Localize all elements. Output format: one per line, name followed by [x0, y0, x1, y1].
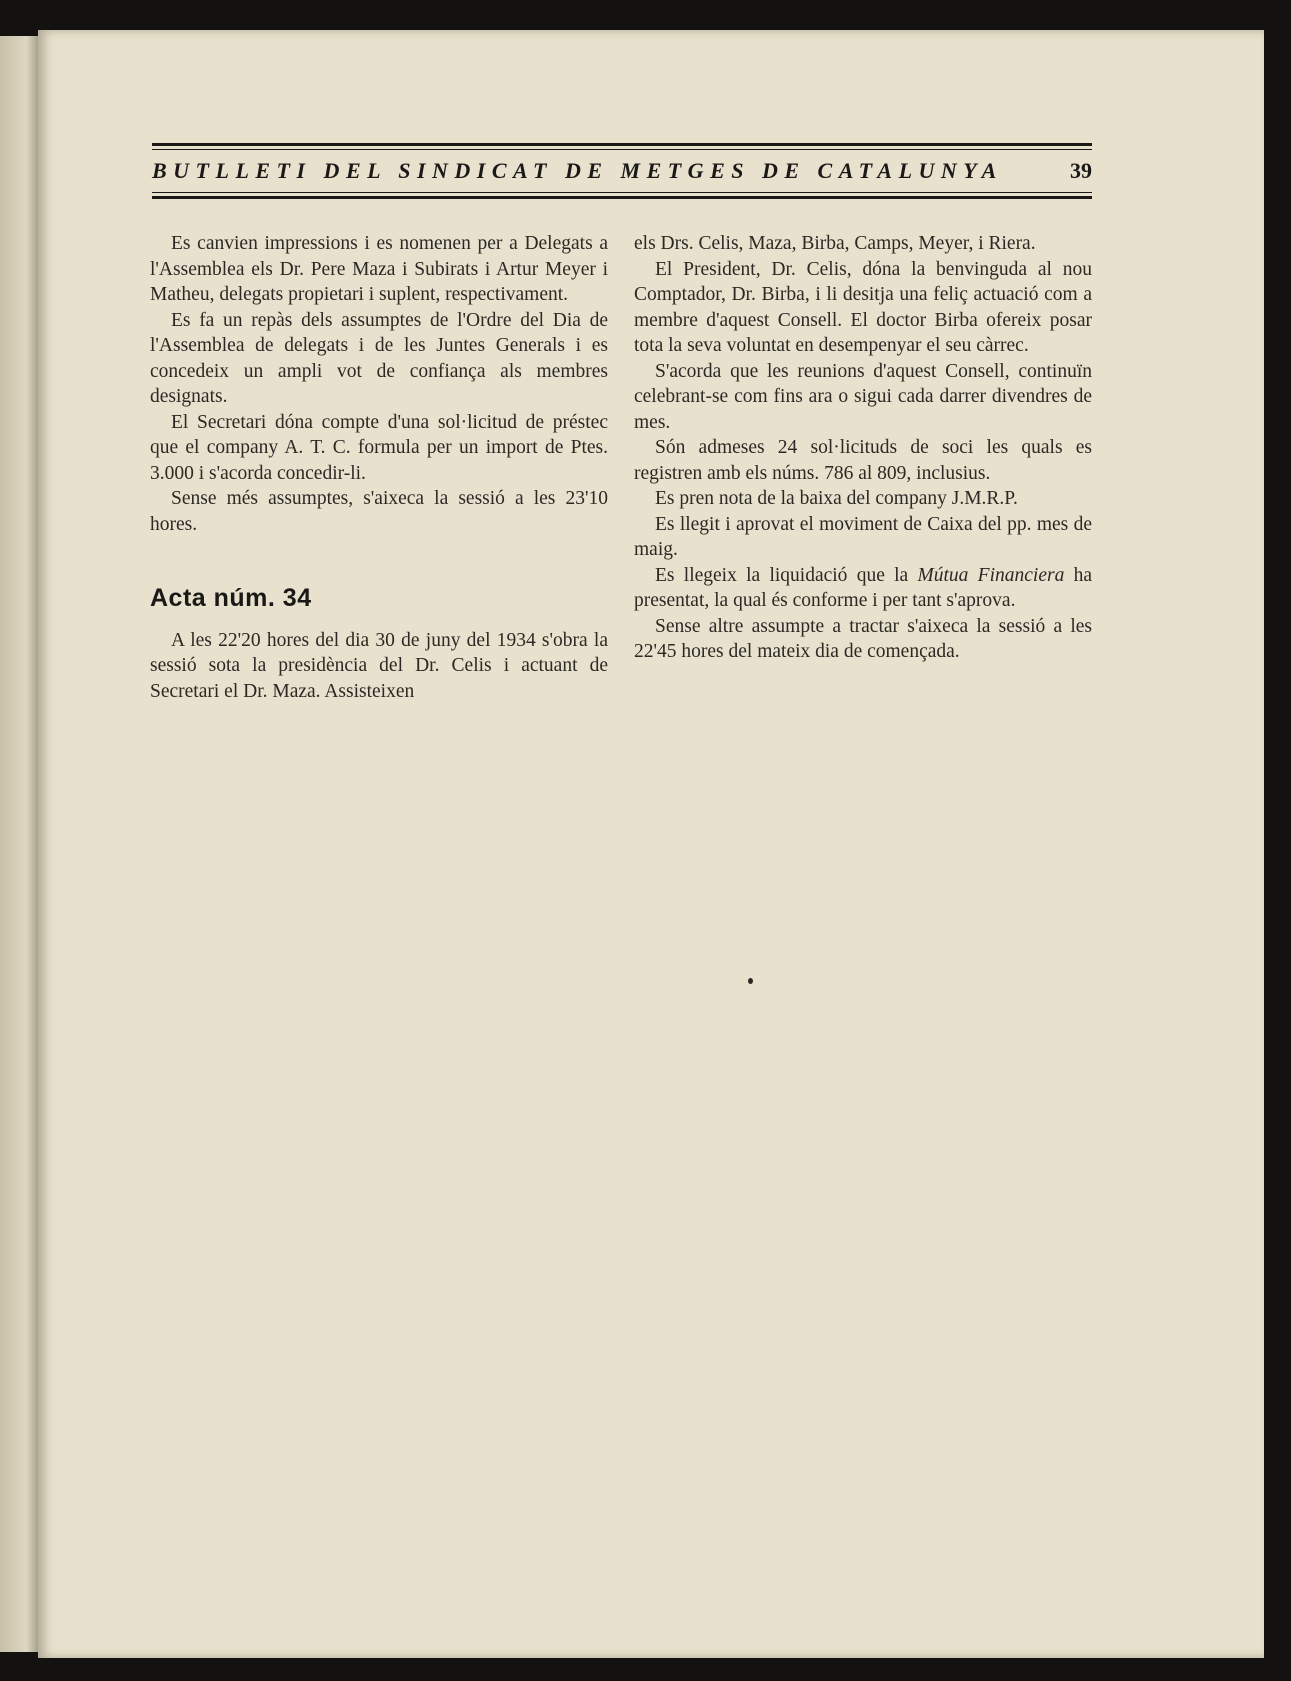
text-run: Es llegeix la liquidació que la: [655, 564, 918, 586]
paragraph: S'acorda que les reunions d'aquest Consell, continuïn celebrant-se com fins ara o sigui cada darrer divendres de mes.: [634, 360, 1092, 433]
paragraph: Són admeses 24 sol·licituds de soci les quals es registren amb els núms. 786 al 809, inclusius.: [634, 437, 1092, 484]
header-rule-top: [152, 143, 1092, 146]
left-column: [150, 231, 608, 704]
paragraph: Sense més assumptes, s'aixeca la sessió a les 23'10 hores.: [150, 488, 608, 535]
header-rule-bottom-thin: [152, 192, 1092, 193]
paragraph: El President, Dr. Celis, dóna la benvinguda al nou Comptador, Dr. Birba, i li desitja una feliç actuació com a membre d'aquest Consell. El doctor Birba ofereix posar tota la seva voluntat en desempenyar el seu càrrec.: [634, 258, 1092, 356]
right-column: [634, 231, 1092, 665]
section-heading: Acta núm. 34: [150, 584, 312, 612]
paragraph-continuation: els Drs. Celis, Maza, Birba, Camps, Meyer, i Riera.: [634, 233, 1036, 254]
paragraph: Es llegit i aprovat el moviment de Caixa del pp. mes de maig.: [634, 513, 1092, 560]
header-row: [152, 158, 1092, 186]
paragraph: El Secretari dóna compte d'una sol·licitud de préstec que el company A. T. C. formula per un import de Ptes. 3.000 i s'acorda concedir-li.: [150, 411, 608, 484]
paragraph-financiera: [634, 563, 1092, 614]
text-run: ha presentat, la qual és conforme i per tant s'aprova.: [634, 564, 1093, 611]
italic-name: Mútua Financiera: [917, 564, 1065, 586]
header-rule-top-thin: [152, 149, 1092, 150]
paragraph: A les 22'20 hores del dia 30 de juny del 1934 s'obra la sessió sota la presidència del Dr. Celis i actuant de Secretari el Dr. Maza. Assisteixen: [150, 629, 608, 702]
header-rule-bottom: [152, 196, 1092, 199]
paragraph: Es canvien impressions i es nomenen per a Delegats a l'Assemblea els Dr. Pere Maza i Subirats i Artur Meyer i Matheu, delegats propietari i suplent, respectivament.: [150, 233, 608, 305]
running-header: [152, 143, 1092, 199]
page-number: 39: [1070, 158, 1092, 183]
journal-title: BUTLLETI DEL SINDICAT DE METGES DE CATALUNYA: [152, 158, 1003, 183]
paragraph: Es fa un repàs dels assumptes de l'Ordre del Dia de l'Assemblea de delegats i de les Juntes Generals i es concedeix un ampli vot de confiança als membres designats.: [150, 309, 608, 407]
paragraph: Sense altre assumpte a tractar s'aixeca la sessió a les 22'45 hores del mateix dia de començada.: [634, 615, 1092, 662]
paragraph: Es pren nota de la baixa del company J.M.R.P.: [655, 488, 1018, 509]
ink-speck: [748, 978, 753, 984]
